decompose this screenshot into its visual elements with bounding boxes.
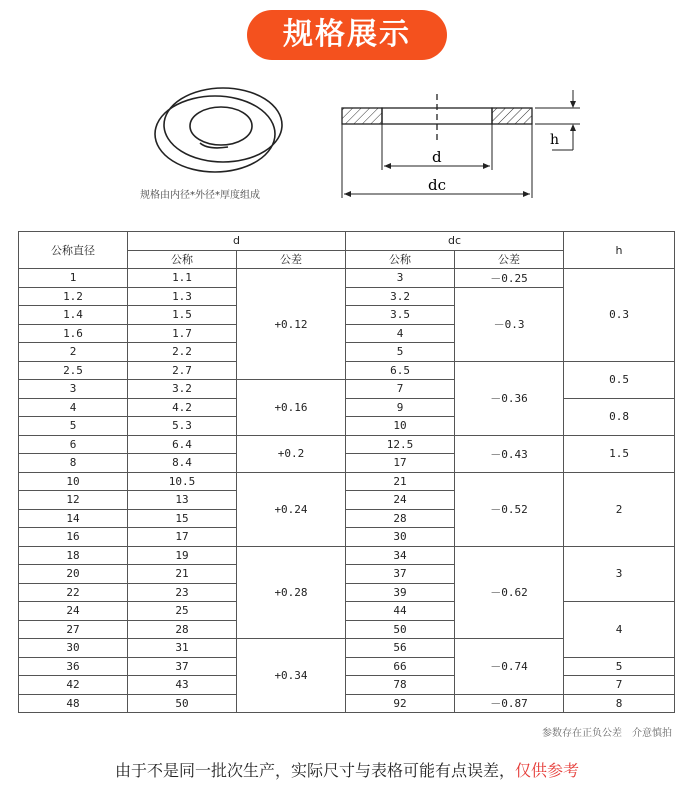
caution-note-text: 介意慎拍 — [632, 728, 672, 739]
cell-d-nominal: 37 — [128, 657, 237, 676]
cell-d-tolerance: +0.28 — [237, 546, 346, 639]
table-row — [19, 398, 675, 417]
cell-nominal-diameter: 6 — [19, 435, 128, 454]
section-title-banner — [247, 10, 447, 60]
section-title: 规格展示 — [283, 17, 411, 52]
cell-dc-nominal: 39 — [346, 583, 455, 602]
cell-d-nominal: 25 — [128, 602, 237, 621]
cell-d-nominal: 31 — [128, 639, 237, 658]
cell-nominal-diameter: 36 — [19, 657, 128, 676]
table-row — [19, 657, 675, 676]
cell-nominal-diameter: 24 — [19, 602, 128, 621]
cell-nominal-diameter: 12 — [19, 491, 128, 510]
cell-dc-nominal: 44 — [346, 602, 455, 621]
cell-d-nominal: 1.5 — [128, 306, 237, 325]
cell-dc-nominal: 12.5 — [346, 435, 455, 454]
cell-h: 8 — [564, 694, 675, 713]
cell-dc-nominal: 28 — [346, 509, 455, 528]
cell-dc-tolerance: －0.3 — [455, 287, 564, 361]
disclaimer-highlight: 仅供参考 — [515, 761, 580, 780]
table-row — [19, 602, 675, 621]
cell-dc-nominal: 3 — [346, 269, 455, 288]
table-row — [19, 435, 675, 454]
dim-label-d: d — [432, 148, 442, 166]
cell-d-nominal: 50 — [128, 694, 237, 713]
col-header-nominal-diameter: 公称直径 — [19, 232, 128, 269]
cell-dc-tolerance: －0.74 — [455, 639, 564, 695]
cell-dc-nominal: 7 — [346, 380, 455, 399]
washer-section-drawing — [330, 88, 590, 213]
cell-nominal-diameter: 20 — [19, 565, 128, 584]
cell-dc-nominal: 92 — [346, 694, 455, 713]
cell-nominal-diameter: 18 — [19, 546, 128, 565]
cell-d-nominal: 15 — [128, 509, 237, 528]
cell-d-nominal: 10.5 — [128, 472, 237, 491]
subheader-d-nominal: 公称 — [128, 250, 237, 269]
table-row — [19, 546, 675, 565]
cell-nominal-diameter: 27 — [19, 620, 128, 639]
diagram-caption: 规格由内径*外径*厚度组成 — [140, 190, 260, 201]
cell-d-nominal: 23 — [128, 583, 237, 602]
cell-dc-nominal: 37 — [346, 565, 455, 584]
col-header-dc: dc — [346, 232, 564, 251]
cell-dc-nominal: 30 — [346, 528, 455, 547]
cell-d-nominal: 6.4 — [128, 435, 237, 454]
cell-d-tolerance: +0.2 — [237, 435, 346, 472]
cell-nominal-diameter: 16 — [19, 528, 128, 547]
cell-dc-nominal: 4 — [346, 324, 455, 343]
cell-dc-nominal: 24 — [346, 491, 455, 510]
cell-d-nominal: 3.2 — [128, 380, 237, 399]
cell-nominal-diameter: 2.5 — [19, 361, 128, 380]
cell-d-tolerance: +0.24 — [237, 472, 346, 546]
col-header-h: h — [564, 232, 675, 269]
tolerance-note — [532, 724, 672, 739]
cell-d-nominal: 28 — [128, 620, 237, 639]
cell-dc-nominal: 3.2 — [346, 287, 455, 306]
cell-d-nominal: 13 — [128, 491, 237, 510]
washer-3d-illustration — [148, 80, 298, 185]
disclaimer-text: 由于不是同一批次生产，实际尺寸与表格可能有点误差， — [114, 761, 515, 780]
cell-h: 5 — [564, 657, 675, 676]
cell-nominal-diameter: 30 — [19, 639, 128, 658]
spec-table-body — [19, 269, 675, 713]
cell-h: 0.5 — [564, 361, 675, 398]
cell-d-nominal: 5.3 — [128, 417, 237, 436]
cell-d-nominal: 1.1 — [128, 269, 237, 288]
cell-dc-nominal: 50 — [346, 620, 455, 639]
cell-nominal-diameter: 1 — [19, 269, 128, 288]
cell-dc-nominal: 21 — [346, 472, 455, 491]
cell-h: 3 — [564, 546, 675, 602]
cell-dc-nominal: 9 — [346, 398, 455, 417]
cell-d-nominal: 43 — [128, 676, 237, 695]
cell-nominal-diameter: 22 — [19, 583, 128, 602]
subheader-dc-nominal: 公称 — [346, 250, 455, 269]
cell-dc-nominal: 34 — [346, 546, 455, 565]
tolerance-note-text: 参数存在正负公差 — [542, 728, 622, 739]
cell-d-nominal: 17 — [128, 528, 237, 547]
cell-nominal-diameter: 1.2 — [19, 287, 128, 306]
spec-table — [18, 231, 675, 713]
subheader-dc-tolerance: 公差 — [455, 250, 564, 269]
cell-nominal-diameter: 4 — [19, 398, 128, 417]
table-row — [19, 676, 675, 695]
cell-d-nominal: 21 — [128, 565, 237, 584]
cell-nominal-diameter: 48 — [19, 694, 128, 713]
cell-dc-nominal: 5 — [346, 343, 455, 362]
cell-h: 0.3 — [564, 269, 675, 362]
disclaimer — [0, 758, 694, 781]
cell-d-tolerance: +0.12 — [237, 269, 346, 380]
table-row — [19, 472, 675, 491]
table-row — [19, 361, 675, 380]
table-row — [19, 269, 675, 288]
cell-h: 2 — [564, 472, 675, 546]
cell-dc-nominal: 66 — [346, 657, 455, 676]
cell-dc-tolerance: －0.87 — [455, 694, 564, 713]
cell-d-nominal: 8.4 — [128, 454, 237, 473]
subheader-d-tolerance: 公差 — [237, 250, 346, 269]
cell-nominal-diameter: 3 — [19, 380, 128, 399]
cell-dc-nominal: 78 — [346, 676, 455, 695]
cell-d-nominal: 1.7 — [128, 324, 237, 343]
cell-dc-tolerance: －0.62 — [455, 546, 564, 639]
cell-nominal-diameter: 2 — [19, 343, 128, 362]
cell-dc-nominal: 17 — [346, 454, 455, 473]
cell-nominal-diameter: 10 — [19, 472, 128, 491]
cell-nominal-diameter: 8 — [19, 454, 128, 473]
col-header-d: d — [128, 232, 346, 251]
cell-dc-nominal: 56 — [346, 639, 455, 658]
cell-nominal-diameter: 1.4 — [19, 306, 128, 325]
cell-d-nominal: 2.2 — [128, 343, 237, 362]
cell-d-nominal: 1.3 — [128, 287, 237, 306]
spec-table-header — [19, 232, 675, 269]
cell-dc-nominal: 3.5 — [346, 306, 455, 325]
dim-label-h: h — [550, 132, 560, 148]
cell-nominal-diameter: 42 — [19, 676, 128, 695]
cell-d-tolerance: +0.34 — [237, 639, 346, 713]
cell-dc-nominal: 10 — [346, 417, 455, 436]
cell-dc-tolerance: －0.52 — [455, 472, 564, 546]
table-row — [19, 694, 675, 713]
cell-dc-nominal: 6.5 — [346, 361, 455, 380]
cell-dc-tolerance: －0.36 — [455, 361, 564, 435]
cell-d-nominal: 2.7 — [128, 361, 237, 380]
cell-d-nominal: 19 — [128, 546, 237, 565]
cell-nominal-diameter: 1.6 — [19, 324, 128, 343]
cell-nominal-diameter: 14 — [19, 509, 128, 528]
cell-dc-tolerance: －0.43 — [455, 435, 564, 472]
cell-dc-tolerance: －0.25 — [455, 269, 564, 288]
dim-label-dc: dc — [428, 176, 447, 194]
cell-nominal-diameter: 5 — [19, 417, 128, 436]
cell-h: 7 — [564, 676, 675, 695]
cell-d-nominal: 4.2 — [128, 398, 237, 417]
cell-h: 1.5 — [564, 435, 675, 472]
cell-d-tolerance: +0.16 — [237, 380, 346, 436]
cell-h: 4 — [564, 602, 675, 658]
cell-h: 0.8 — [564, 398, 675, 435]
